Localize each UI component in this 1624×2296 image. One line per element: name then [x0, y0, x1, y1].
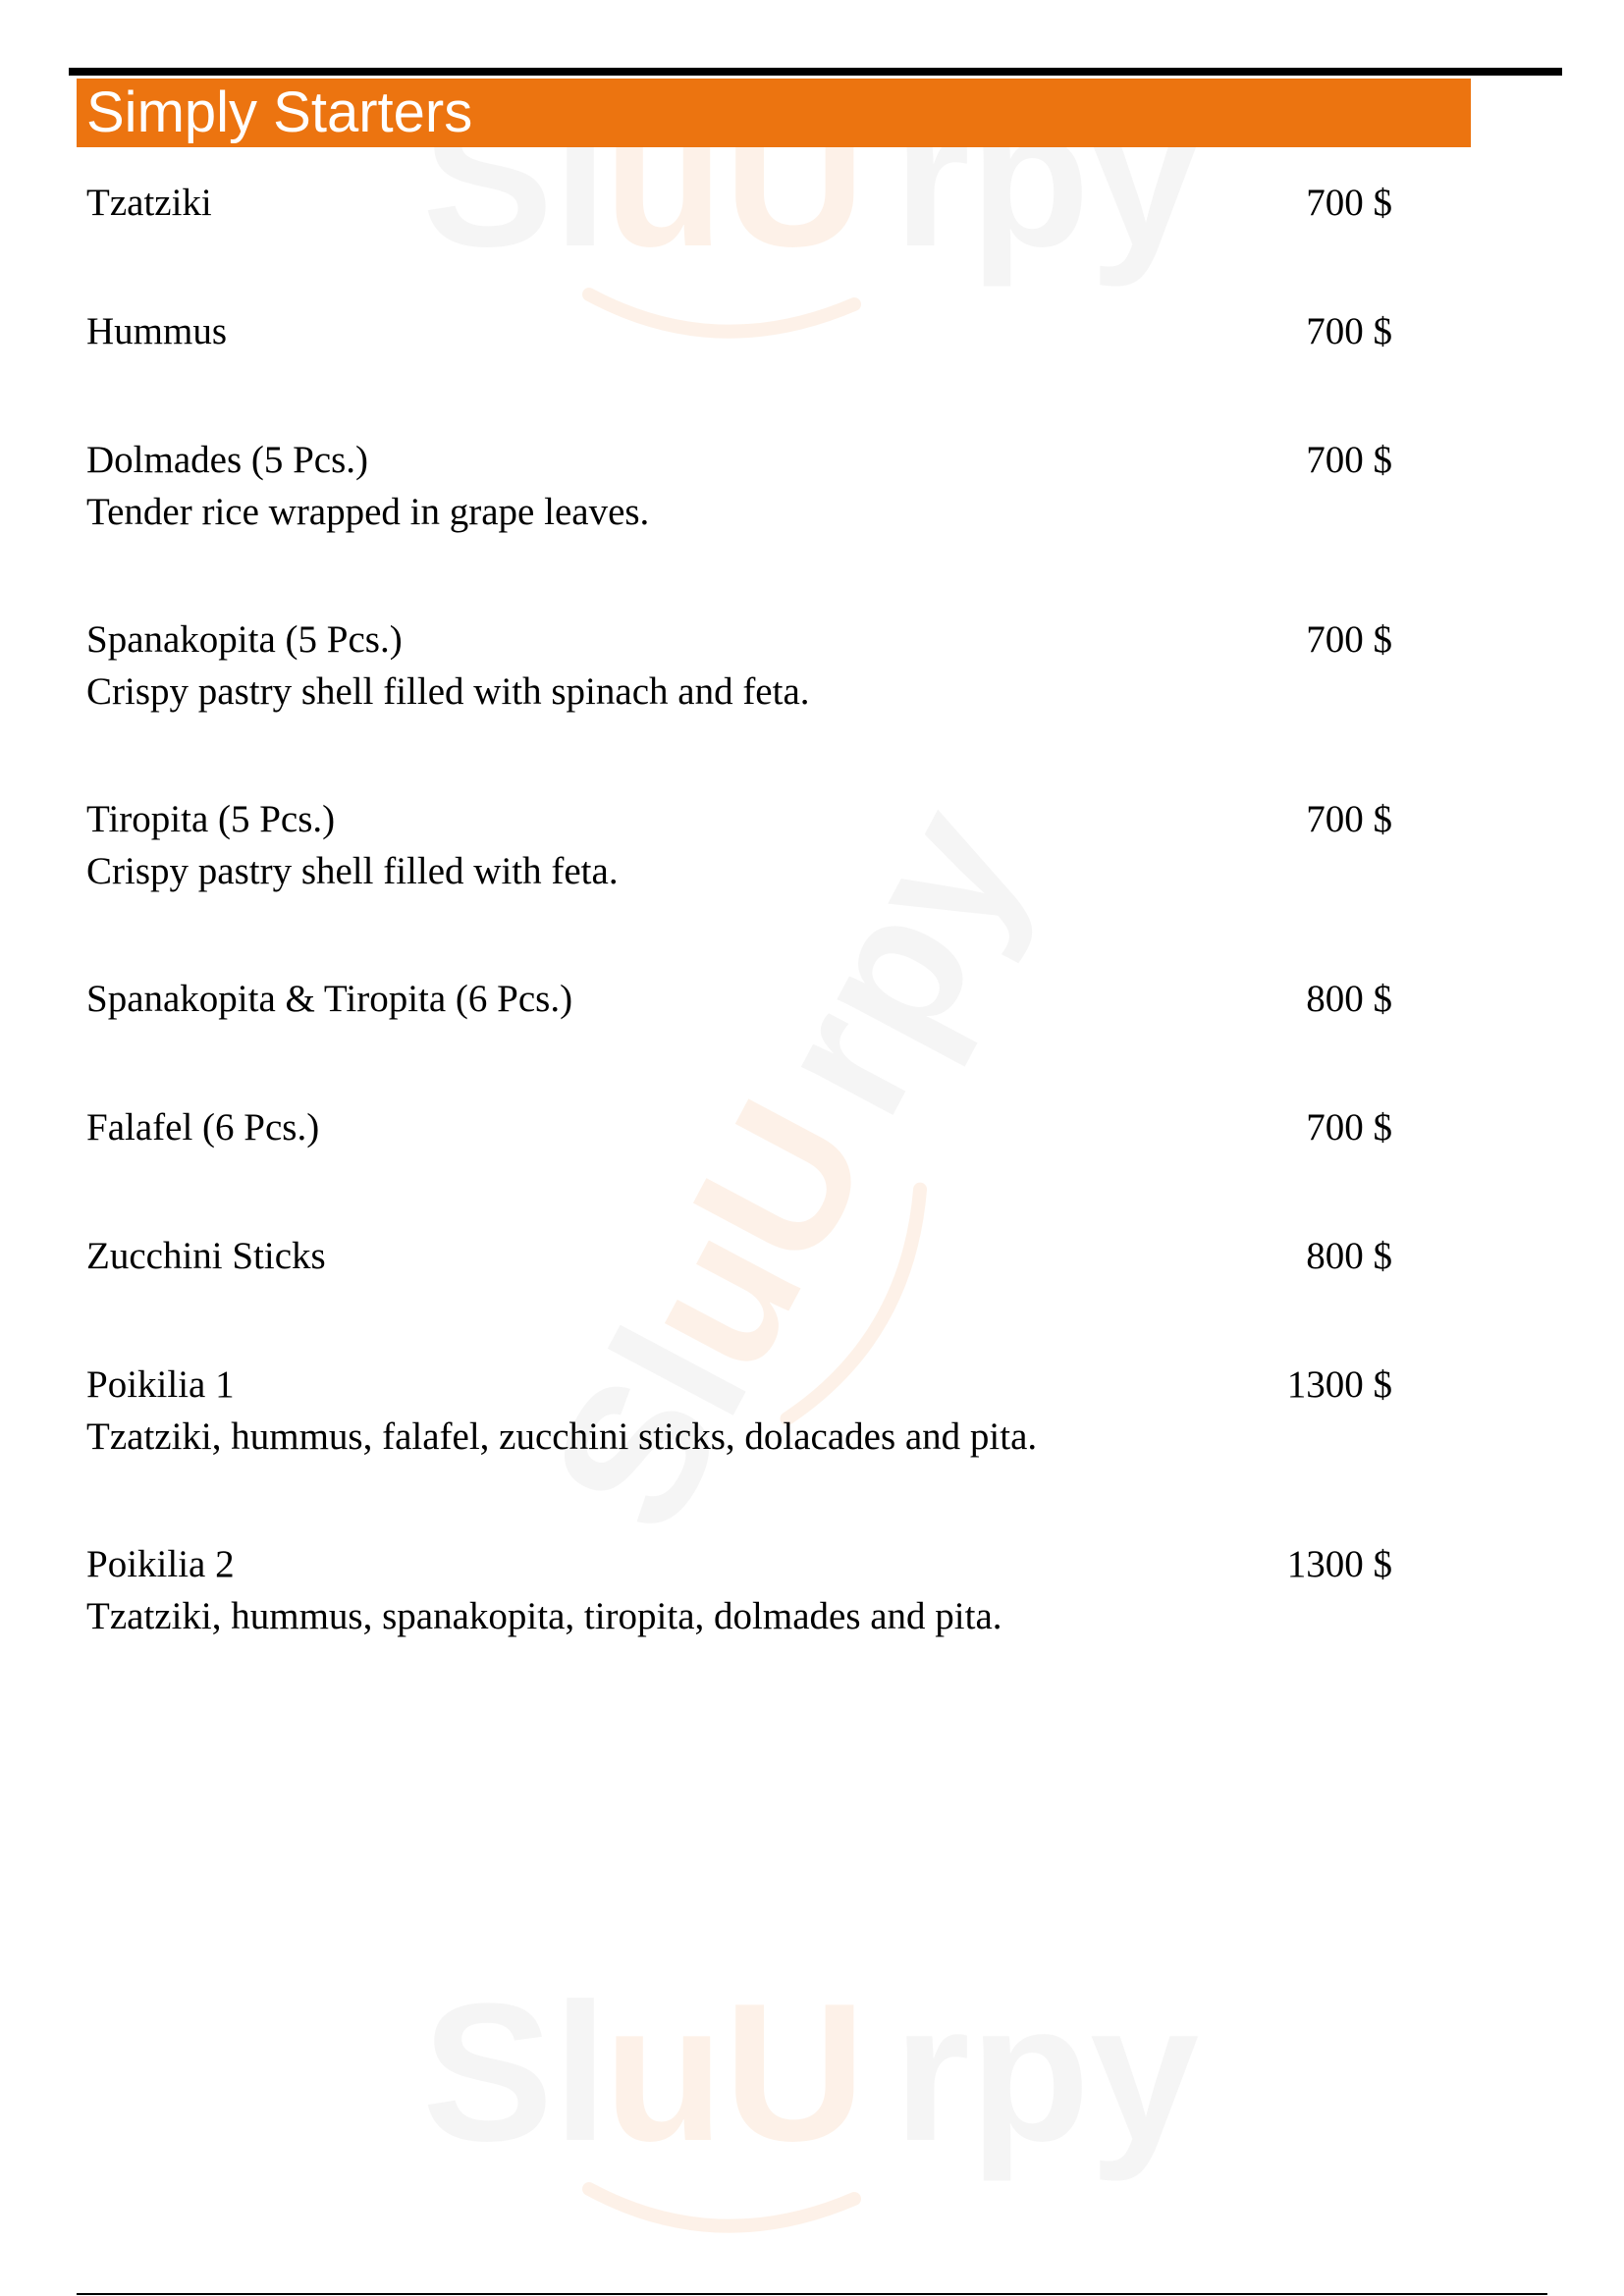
item-name: Dolmades (5 Pcs.): [86, 439, 369, 481]
item-description: Tzatziki, hummus, spanakopita, tiropita, dolmades and pita.: [86, 1595, 1002, 1637]
item-price: 800 $: [1306, 978, 1392, 1020]
svg-text:Sl: Sl: [422, 1963, 608, 2182]
item-price: 700 $: [1306, 182, 1392, 224]
item-name: Poikilia 1: [86, 1363, 235, 1406]
item-price: 1300 $: [1286, 1363, 1392, 1406]
item-price: 800 $: [1306, 1235, 1392, 1277]
item-description: Crispy pastry shell filled with spinach and feta.: [86, 670, 810, 713]
item-name: Zucchini Sticks: [86, 1235, 326, 1277]
svg-text:Sl: Sl: [422, 69, 608, 288]
item-name: Spanakopita (5 Pcs.): [86, 618, 403, 661]
item-name: Poikilia 2: [86, 1543, 235, 1585]
item-price: 700 $: [1306, 798, 1392, 840]
item-name: Spanakopita & Tiropita (6 Pcs.): [86, 978, 573, 1020]
item-description: Crispy pastry shell filled with feta.: [86, 850, 619, 892]
section-header: [77, 79, 1471, 147]
item-name: Hummus: [86, 310, 228, 352]
watermark-logo-bottom: [393, 1953, 1237, 2248]
item-price: 700 $: [1306, 618, 1392, 661]
item-price: 700 $: [1306, 310, 1392, 352]
top-divider: [69, 68, 1562, 76]
item-description: Tender rice wrapped in grape leaves.: [86, 491, 650, 533]
svg-text:Sl: Sl: [509, 1296, 790, 1564]
item-price: 1300 $: [1286, 1543, 1392, 1585]
item-name: Tzatziki: [86, 182, 212, 224]
svg-text:rpy: rpy: [893, 69, 1200, 288]
svg-text:uU: uU: [604, 69, 866, 288]
section-title: Simply Starters: [86, 80, 473, 144]
item-price: 700 $: [1306, 1106, 1392, 1148]
bottom-divider: [77, 2293, 1547, 2295]
svg-text:uU: uU: [604, 1963, 866, 2182]
svg-text:rpy: rpy: [893, 1963, 1200, 2182]
svg-text:rpy: rpy: [730, 774, 1067, 1148]
svg-text:uU: uU: [594, 1068, 911, 1403]
item-description: Tzatziki, hummus, falafel, zucchini sticks, dolacades and pita.: [86, 1415, 1038, 1458]
item-price: 700 $: [1306, 439, 1392, 481]
item-name: Falafel (6 Pcs.): [86, 1106, 320, 1148]
item-name: Tiropita (5 Pcs.): [86, 798, 336, 840]
